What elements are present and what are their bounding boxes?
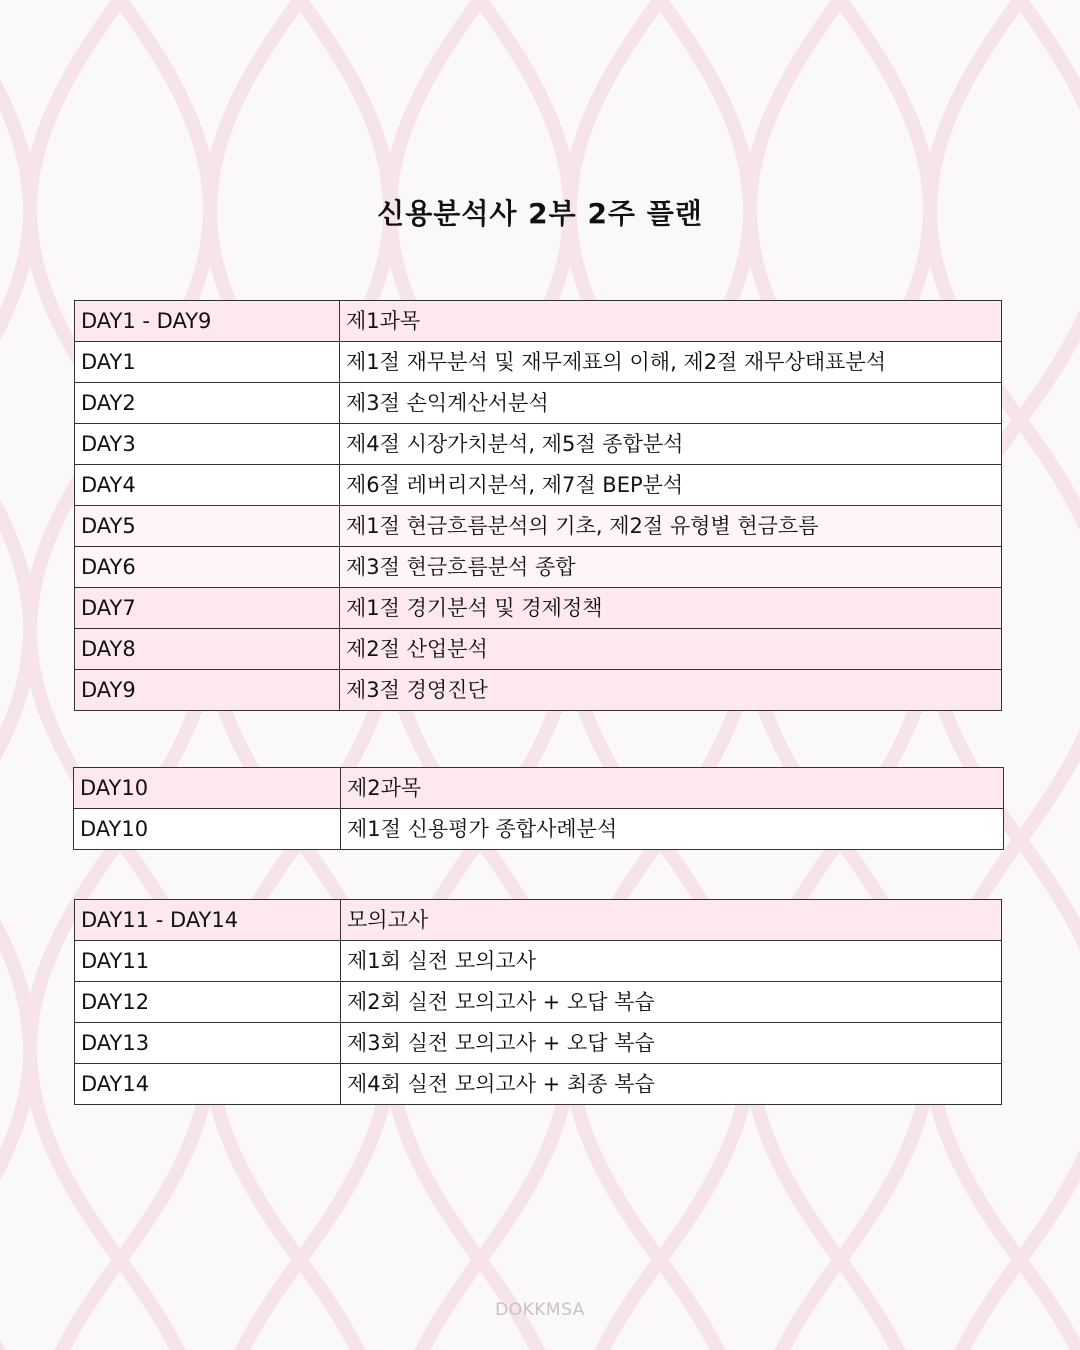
table-row bbox=[75, 588, 1002, 629]
day-cell: DAY1 bbox=[75, 342, 340, 383]
header-day-cell: DAY1 - DAY9 bbox=[75, 301, 340, 342]
day-cell: DAY8 bbox=[75, 629, 340, 670]
table-row bbox=[75, 424, 1002, 465]
header-day-cell: DAY10 bbox=[74, 768, 341, 809]
section-2-table bbox=[73, 767, 1004, 850]
day-cell: DAY3 bbox=[75, 424, 340, 465]
topic-cell: 제3절 경영진단 bbox=[340, 670, 1002, 711]
table-row bbox=[75, 1064, 1002, 1105]
header-subject-cell: 제1과목 bbox=[340, 301, 1002, 342]
footer-logo: DOKKMSA bbox=[495, 1300, 585, 1320]
header-subject-cell: 모의고사 bbox=[341, 900, 1002, 941]
topic-cell: 제1절 경기분석 및 경제정책 bbox=[340, 588, 1002, 629]
table-header-row bbox=[74, 768, 1004, 809]
day-cell: DAY12 bbox=[75, 982, 341, 1023]
section-3-table bbox=[74, 899, 1002, 1105]
day-cell: DAY5 bbox=[75, 506, 340, 547]
table-row bbox=[75, 670, 1002, 711]
topic-cell: 제1절 현금흐름분석의 기초, 제2절 유형별 현금흐름 bbox=[340, 506, 1002, 547]
table-row bbox=[75, 506, 1002, 547]
day-cell: DAY10 bbox=[74, 809, 341, 850]
table-header-row bbox=[75, 900, 1002, 941]
table-row bbox=[74, 809, 1004, 850]
topic-cell: 제3절 손익계산서분석 bbox=[340, 383, 1002, 424]
day-cell: DAY6 bbox=[75, 547, 340, 588]
topic-cell: 제2절 산업분석 bbox=[340, 629, 1002, 670]
topic-cell: 제3절 현금흐름분석 종합 bbox=[340, 547, 1002, 588]
table-header-row bbox=[75, 301, 1002, 342]
day-cell: DAY14 bbox=[75, 1064, 341, 1105]
topic-cell: 제2회 실전 모의고사 + 오답 복습 bbox=[341, 982, 1002, 1023]
table-row bbox=[75, 465, 1002, 506]
day-cell: DAY11 bbox=[75, 941, 341, 982]
table-row bbox=[75, 547, 1002, 588]
day-cell: DAY7 bbox=[75, 588, 340, 629]
table-row bbox=[75, 1023, 1002, 1064]
day-cell: DAY2 bbox=[75, 383, 340, 424]
page-title: 신용분석사 2부 2주 플랜 bbox=[377, 197, 703, 230]
day-cell: DAY9 bbox=[75, 670, 340, 711]
topic-cell: 제1절 신용평가 종합사례분석 bbox=[341, 809, 1004, 850]
section-1-table bbox=[74, 300, 1002, 711]
day-cell: DAY4 bbox=[75, 465, 340, 506]
table-row bbox=[75, 982, 1002, 1023]
table-row bbox=[75, 629, 1002, 670]
table-row bbox=[75, 941, 1002, 982]
topic-cell: 제1절 재무분석 및 재무제표의 이해, 제2절 재무상태표분석 bbox=[340, 342, 1002, 383]
header-day-cell: DAY11 - DAY14 bbox=[75, 900, 341, 941]
table-row bbox=[75, 383, 1002, 424]
header-subject-cell: 제2과목 bbox=[341, 768, 1004, 809]
topic-cell: 제3회 실전 모의고사 + 오답 복습 bbox=[341, 1023, 1002, 1064]
topic-cell: 제6절 레버리지분석, 제7절 BEP분석 bbox=[340, 465, 1002, 506]
topic-cell: 제1회 실전 모의고사 bbox=[341, 941, 1002, 982]
topic-cell: 제4회 실전 모의고사 + 최종 복습 bbox=[341, 1064, 1002, 1105]
table-row bbox=[75, 342, 1002, 383]
day-cell: DAY13 bbox=[75, 1023, 341, 1064]
topic-cell: 제4절 시장가치분석, 제5절 종합분석 bbox=[340, 424, 1002, 465]
